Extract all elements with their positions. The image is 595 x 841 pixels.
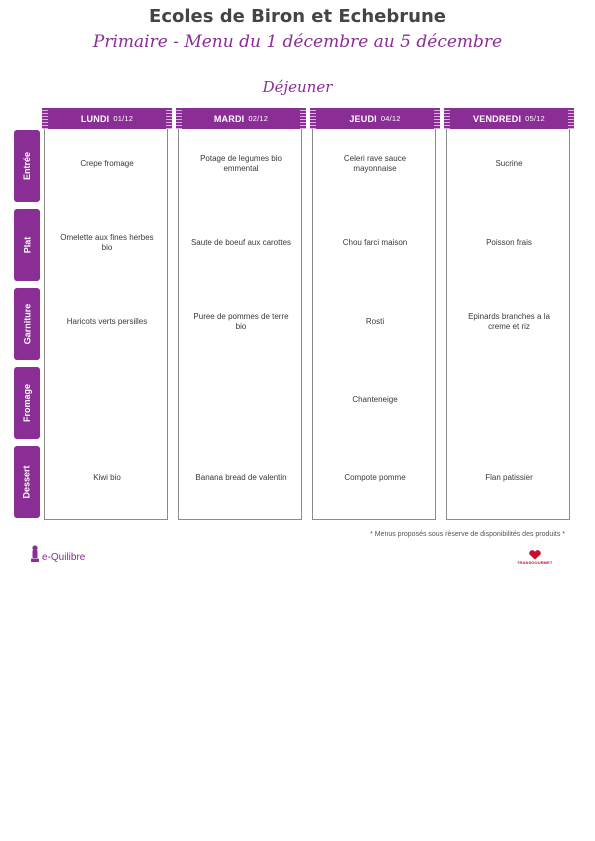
row-label-text: Garniture — [22, 303, 33, 345]
day-name: LUNDI — [80, 113, 110, 124]
menu-cell: Poisson frais — [486, 238, 532, 247]
menu-cell — [45, 380, 169, 420]
day-date: 01/12 — [113, 114, 134, 123]
row-label-fromage — [14, 367, 40, 439]
day-name: MARDI — [213, 113, 245, 124]
day-date: 04/12 — [380, 114, 401, 123]
menu-cell: Crepe fromage — [80, 159, 134, 168]
day-date: 02/12 — [248, 114, 269, 123]
day-header-lundi — [45, 108, 169, 129]
equilibre-logo — [30, 545, 85, 563]
menu-cell: Celeri rave sauce mayonnaise — [343, 154, 407, 173]
menu-cell: Compote pomme — [344, 473, 406, 482]
menu-cell: Flan patissier — [485, 473, 533, 482]
menu-cell — [179, 380, 303, 420]
day-date: 05/12 — [525, 114, 545, 123]
day-header-vendredi — [447, 108, 571, 129]
menu-cell: Kiwi bio — [93, 473, 121, 482]
page-title: Ecoles de Biron et Echebrune — [149, 6, 446, 27]
row-label-dessert — [14, 446, 40, 518]
menu-cell: Potage de legumes bio emmental — [200, 154, 282, 173]
menu-cell — [447, 380, 571, 420]
transgourmet-logo — [517, 550, 552, 565]
equilibre-logo-text: e-Quilibre — [42, 552, 86, 563]
menu-cell: Haricots verts persilles — [66, 317, 148, 326]
row-label-text: Dessert — [22, 465, 32, 499]
row-label-plat — [14, 209, 40, 281]
menu-cell: Rosti — [365, 317, 385, 326]
menu-cell: Sucrine — [495, 159, 523, 168]
day-header-mardi — [179, 108, 303, 129]
row-label-garniture — [14, 288, 40, 360]
menu-cell: Banana bread de valentin — [195, 473, 287, 482]
menu-cell: Epinards branches a la creme et riz — [468, 312, 550, 331]
day-name: JEUDI — [349, 113, 377, 124]
menu-cell: Omelette aux fines herbes bio — [60, 233, 154, 252]
row-label-text: Fromage — [22, 383, 33, 423]
menu-cell: Chou farci maison — [342, 238, 408, 247]
heart-logo-icon — [528, 550, 542, 560]
day-name: VENDREDI — [473, 113, 522, 124]
menu-subtitle: Primaire - Menu du 1 décembre au 5 décembre — [92, 32, 503, 52]
meal-label: Déjeuner — [262, 78, 333, 96]
day-header-jeudi — [313, 108, 437, 129]
chef-hat-icon — [30, 545, 40, 563]
row-label-entree — [14, 130, 40, 202]
transgourmet-logo-text: TRANSGOURMET — [517, 560, 553, 565]
menu-cell: Saute de boeuf aux carottes — [190, 238, 292, 247]
row-label-text: Entrée — [22, 151, 33, 181]
menu-cell: Puree de pommes de terre bio — [193, 312, 289, 331]
row-label-text: Plat — [21, 236, 32, 254]
footnote: * Menus proposés sous réserve de disponibilités des produits * — [370, 531, 565, 538]
menu-cell: Chanteneige — [352, 395, 398, 404]
